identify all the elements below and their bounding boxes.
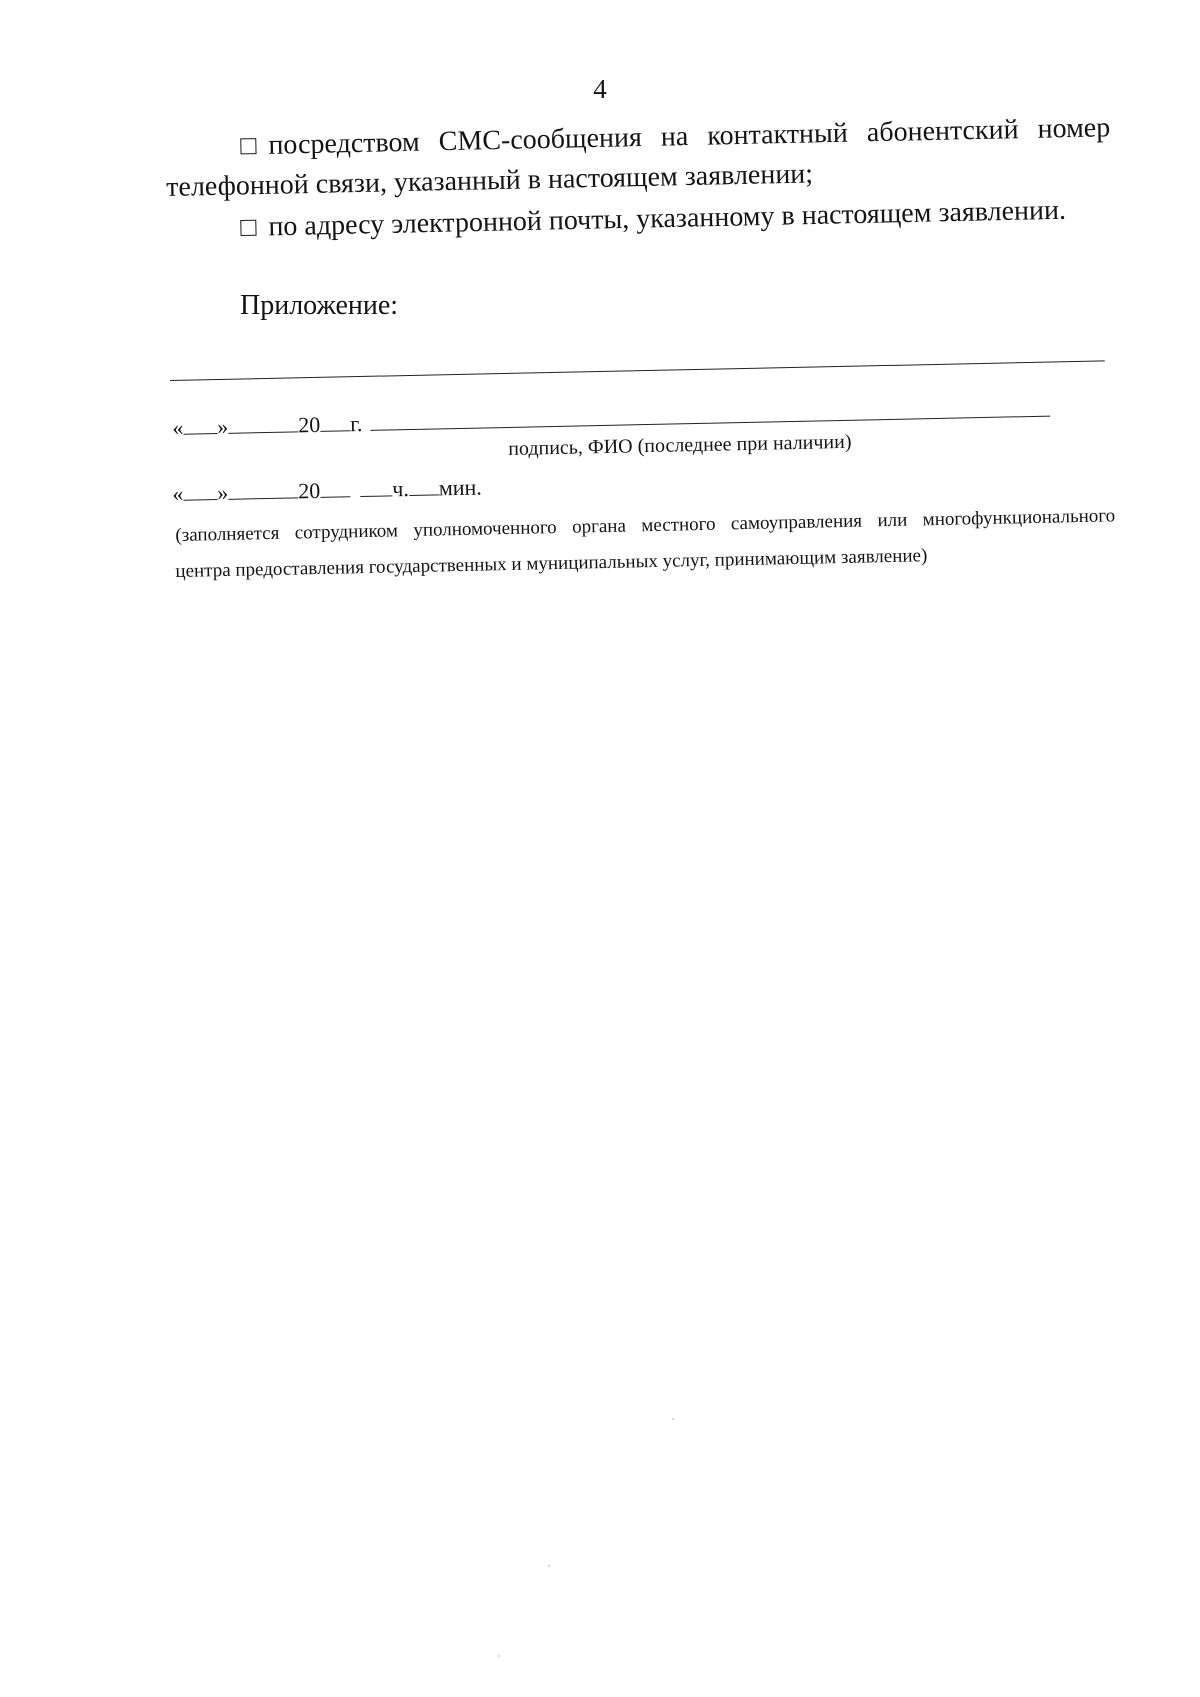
note-word: самоуправления [730,510,863,535]
month-field[interactable] [228,477,298,499]
scan-speck [548,1565,550,1567]
option-sms-word: абонентский [866,114,1019,149]
option-sms-word: номер [1037,112,1111,145]
option-sms-word: на [660,121,689,153]
option-sms-word: СМС-сообщения [438,122,643,158]
date-open-quote: « [172,414,184,440]
year-suffix: г. [349,411,363,437]
minutes-suffix: мин. [438,474,483,501]
option-sms-checkbox[interactable] [240,138,256,154]
minutes-field[interactable] [409,474,439,496]
appendix-label: Приложение: [240,290,399,321]
option-email-checkbox[interactable] [240,219,256,235]
option-sms-word: контактный [707,117,849,152]
year-field[interactable] [320,476,350,498]
year-century: 20 [297,411,321,438]
note-word: местного [641,513,716,537]
option-sms-lead [240,123,420,167]
note-word: или [877,509,908,532]
month-field[interactable] [228,411,298,433]
option-sms-continuation: телефонной связи, указанный в настоящем заявлении; [165,158,814,203]
note-word: многофункционального [922,505,1116,531]
date-open-quote: « [172,480,184,506]
page-number: 4 [593,74,607,104]
note-word: уполномоченного [413,517,557,542]
hours-suffix: ч. [391,476,410,502]
submission-date-row [172,396,1050,441]
note-word: сотрудником [294,520,399,544]
year-century: 20 [297,477,321,504]
appendix-input-line[interactable] [170,360,1105,381]
signature-caption: подпись, ФИО (последнее при наличии) [508,430,852,460]
note-word: (заполняется [175,522,280,546]
day-field[interactable] [183,479,217,501]
date-close-quote: » [217,479,229,506]
option-email-text: по адресу электронной почты, указанному в настоящем заявлении. [268,194,1067,243]
option-sms-word: посредством [268,126,420,161]
note-line-2: центра предоставления государственных и муниципальных услуг, принимающим заявление) [175,545,928,582]
receipt-datetime-row [172,474,482,507]
day-field[interactable] [183,413,217,435]
year-field[interactable] [320,410,350,432]
scan-speck [672,1418,674,1420]
date-close-quote: » [217,413,229,440]
hours-field[interactable] [360,475,392,497]
signature-field[interactable] [370,396,1050,431]
scan-speck [498,1655,500,1657]
note-word: органа [571,515,627,538]
